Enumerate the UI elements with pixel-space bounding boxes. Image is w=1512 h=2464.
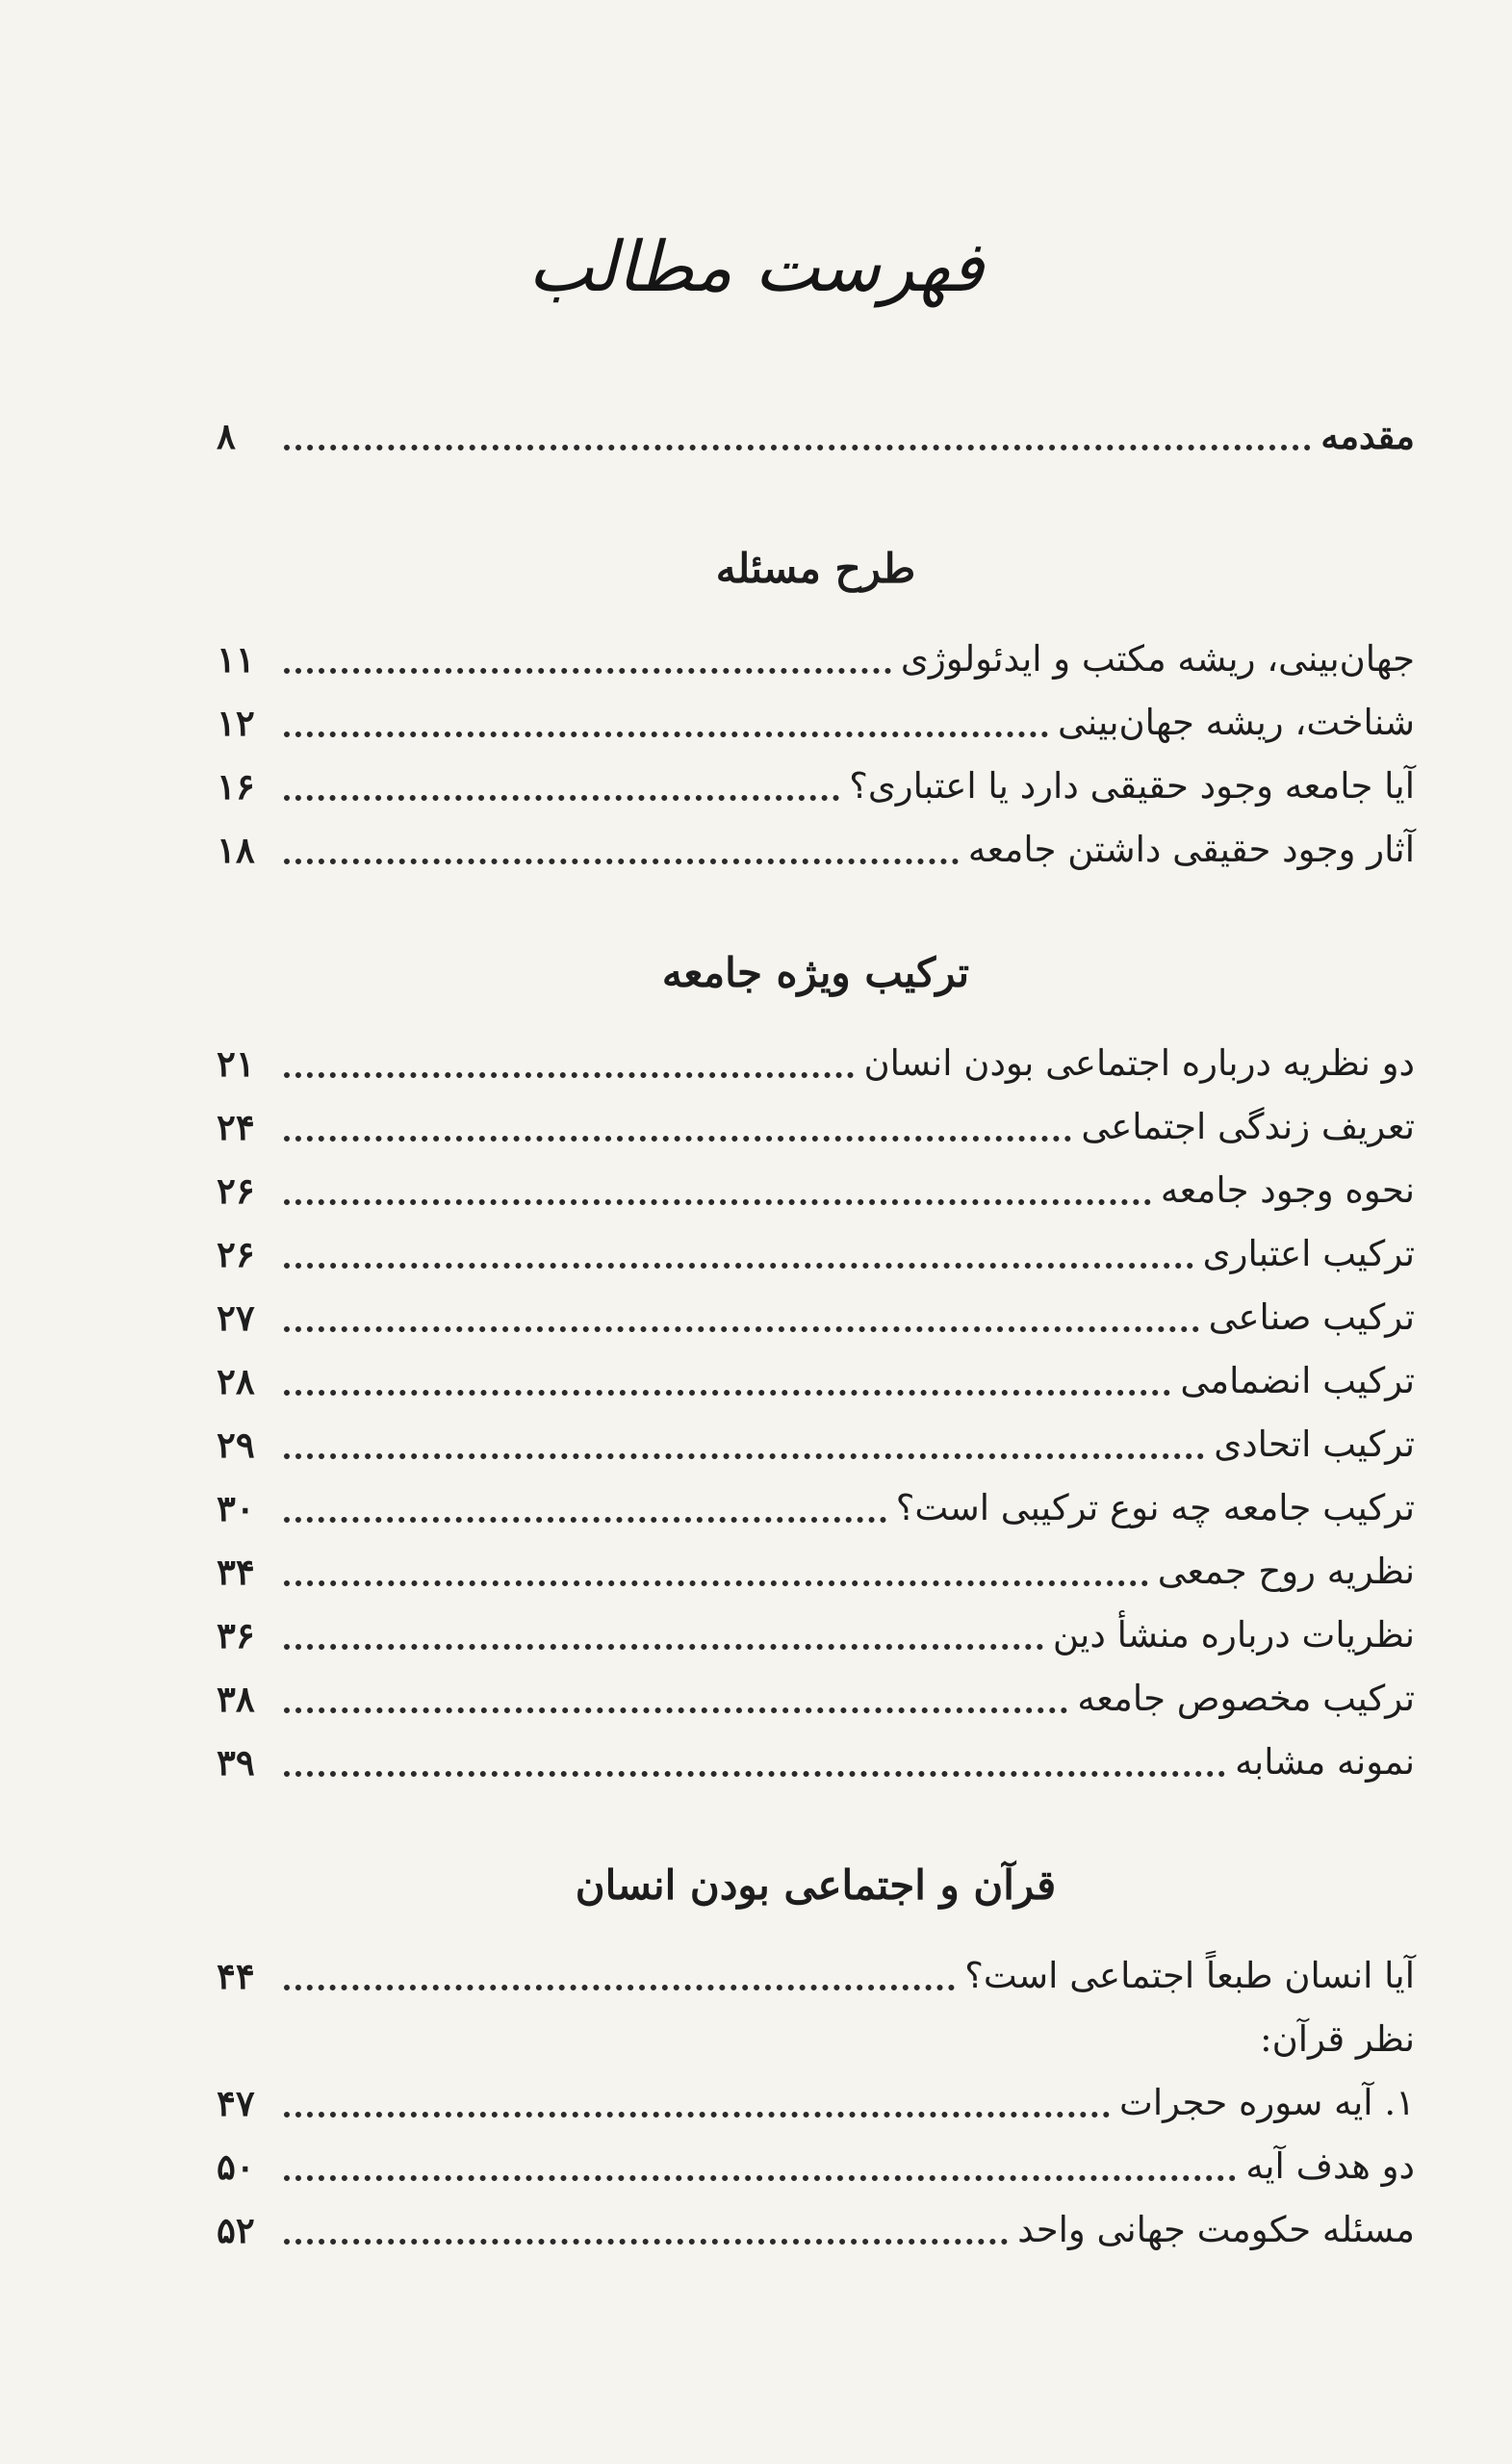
toc-entry-label: ترکیب مخصوص جامعه bbox=[1077, 1678, 1415, 1719]
leader-dots bbox=[284, 732, 1048, 737]
toc-entry bbox=[217, 1667, 1415, 1731]
leader-dots bbox=[284, 1771, 1225, 1777]
toc-entry-label: شناخت، ریشه جهان‌بینی bbox=[1058, 702, 1415, 743]
toc-entry bbox=[217, 1159, 1415, 1222]
leader-dots bbox=[284, 445, 1311, 450]
toc-entry bbox=[217, 628, 1415, 691]
leader-dots bbox=[284, 1390, 1170, 1396]
toc-entry-label: ترکیب اتحادی bbox=[1214, 1424, 1415, 1465]
toc-entry-label: نظریات درباره منشأ دین bbox=[1052, 1614, 1415, 1656]
leader-dots bbox=[284, 1199, 1151, 1205]
toc-entry-label: ترکیب اعتباری bbox=[1202, 1233, 1415, 1274]
toc-entry bbox=[217, 1413, 1415, 1476]
toc-entry bbox=[217, 755, 1415, 818]
toc-entry-page: ۳۶ bbox=[217, 1614, 255, 1656]
toc-entry bbox=[217, 1286, 1415, 1349]
toc-entry-label: آیا انسان طبعاً اجتماعی است؟ bbox=[964, 1955, 1415, 1996]
toc-entry-label: دو نظریه درباره اجتماعی بودن انسان bbox=[863, 1042, 1415, 1084]
toc-entry bbox=[217, 1604, 1415, 1667]
toc-entry-label: نظر قرآن: bbox=[1260, 2018, 1415, 2060]
toc-entry-label: جهان‌بینی، ریشه مکتب و ایدئولوژی bbox=[900, 638, 1415, 680]
toc-entry-page: ۳۰ bbox=[217, 1487, 255, 1529]
leader-dots bbox=[284, 2175, 1236, 2181]
page-title: فهرست مطالب bbox=[527, 226, 985, 307]
toc-entry bbox=[217, 1349, 1415, 1413]
toc-entry bbox=[217, 1540, 1415, 1604]
toc-entry bbox=[217, 818, 1415, 882]
toc-entry-label: آیا جامعه وجود حقیقی دارد یا اعتباری؟ bbox=[849, 765, 1415, 807]
leader-dots bbox=[284, 1072, 854, 1078]
toc-entry-page: ۲۴ bbox=[217, 1106, 255, 1148]
leader-dots bbox=[284, 1707, 1067, 1713]
toc-entry bbox=[217, 2135, 1415, 2198]
toc-entry-page: ۲۹ bbox=[217, 1424, 255, 1466]
toc-entry-page: ۲۱ bbox=[217, 1042, 255, 1085]
toc-entry-label: نمونه مشابه bbox=[1235, 1741, 1415, 1783]
toc-subheading bbox=[217, 2008, 1415, 2071]
toc-entry-label: مقدمه bbox=[1320, 415, 1415, 457]
toc-entry-page: ۴۴ bbox=[217, 1955, 255, 1997]
toc-entry-label: ترکیب جامعه چه نوع ترکیبی است؟ bbox=[895, 1487, 1415, 1528]
toc-entry-label: دو هدف آیه bbox=[1245, 2145, 1415, 2187]
toc-entry-label: ترکیب صناعی bbox=[1208, 1296, 1415, 1338]
toc-entry bbox=[217, 1032, 1415, 1095]
toc-entry-label: آثار وجود حقیقی داشتن جامعه bbox=[967, 829, 1415, 870]
toc-entry-page: ۲۶ bbox=[217, 1169, 255, 1212]
leader-dots bbox=[284, 1644, 1043, 1650]
toc-entry bbox=[217, 1731, 1415, 1794]
leader-dots bbox=[284, 1263, 1193, 1269]
leader-dots bbox=[284, 668, 891, 674]
toc-entry bbox=[217, 1095, 1415, 1159]
leader-dots bbox=[284, 1453, 1204, 1459]
toc-entry bbox=[217, 2198, 1415, 2262]
toc-entry-page: ۸ bbox=[217, 415, 236, 457]
leader-dots bbox=[284, 1136, 1071, 1142]
toc-entry-page: ۵۰ bbox=[217, 2145, 255, 2188]
toc-entry-page: ۱۶ bbox=[217, 765, 255, 808]
toc-entry-page: ۳۹ bbox=[217, 1741, 255, 1784]
leader-dots bbox=[284, 2239, 1008, 2245]
toc-entry-label: ۱. آیه سوره حجرات bbox=[1119, 2082, 1415, 2123]
leader-dots bbox=[284, 1985, 955, 1990]
toc-entry-intro bbox=[217, 404, 1415, 468]
toc-entry-label: تعریف زندگی اجتماعی bbox=[1081, 1106, 1415, 1147]
toc-entry bbox=[217, 691, 1415, 755]
section-heading: ترکیب ویژه جامعه bbox=[661, 949, 970, 996]
toc-entry bbox=[217, 1222, 1415, 1286]
toc-entry-page: ۳۸ bbox=[217, 1678, 255, 1720]
table-of-contents bbox=[217, 404, 1415, 2262]
leader-dots bbox=[284, 859, 959, 864]
leader-dots bbox=[284, 1580, 1148, 1586]
section-heading: طرح مسئله bbox=[715, 545, 916, 592]
leader-dots bbox=[284, 1326, 1199, 1332]
toc-entry-page: ۴۷ bbox=[217, 2082, 255, 2124]
leader-dots bbox=[284, 2112, 1110, 2118]
leader-dots bbox=[284, 1517, 886, 1523]
toc-entry-page: ۱۱ bbox=[217, 638, 255, 680]
toc-entry-label: مسئله حکومت جهانی واحد bbox=[1017, 2209, 1415, 2250]
toc-entry-page: ۲۷ bbox=[217, 1296, 255, 1339]
toc-entry-label: نظریه روح جمعی bbox=[1157, 1551, 1415, 1592]
toc-entry bbox=[217, 2071, 1415, 2135]
section-heading: قرآن و اجتماعی بودن انسان bbox=[575, 1861, 1057, 1909]
toc-entry bbox=[217, 1476, 1415, 1540]
toc-entry-page: ۲۶ bbox=[217, 1233, 255, 1275]
toc-entry-page: ۱۸ bbox=[217, 829, 255, 871]
toc-entry-page: ۵۲ bbox=[217, 2209, 255, 2251]
toc-entry-label: نحوه وجود جامعه bbox=[1160, 1169, 1415, 1211]
toc-entry-page: ۲۸ bbox=[217, 1360, 255, 1402]
toc-entry-page: ۳۴ bbox=[217, 1551, 255, 1593]
toc-entry bbox=[217, 1944, 1415, 2008]
toc-entry-page: ۱۲ bbox=[217, 702, 255, 744]
toc-entry-label: ترکیب انضمامی bbox=[1180, 1360, 1415, 1401]
leader-dots bbox=[284, 795, 839, 801]
